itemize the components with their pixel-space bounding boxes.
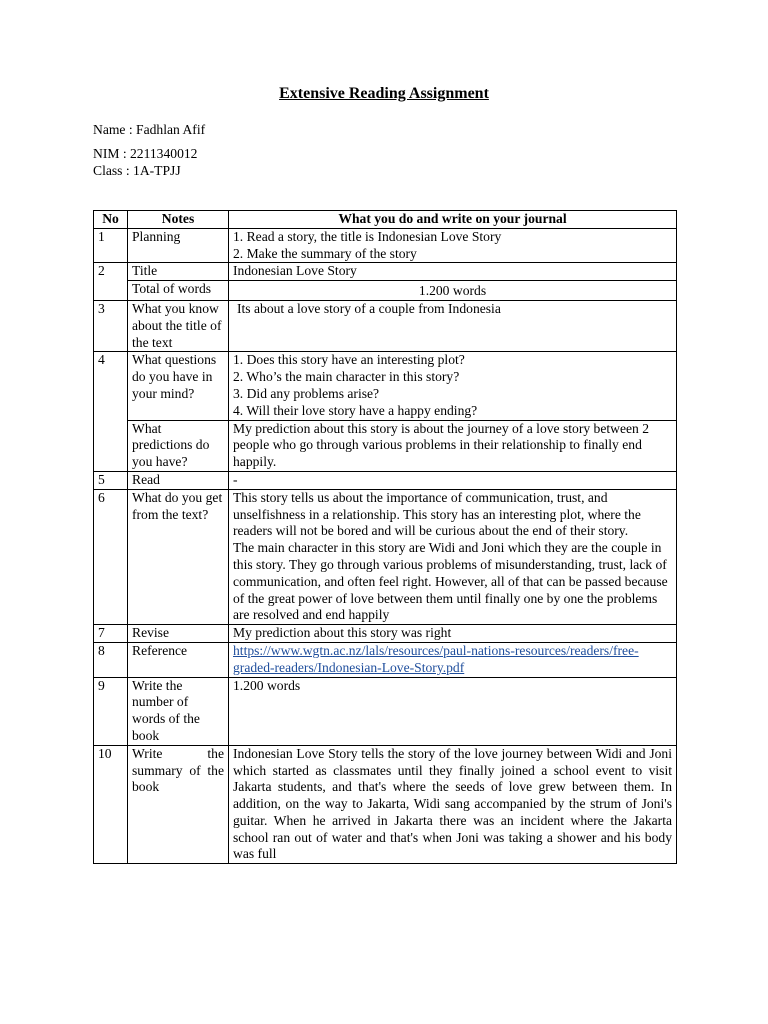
row-number: 1 [94,228,128,263]
row-note: What do you get from the text? [128,489,229,624]
table-row [94,228,677,263]
row-note: Planning [128,228,229,263]
row-number: 9 [94,677,128,745]
row-number: 3 [94,300,128,351]
header-journal: What you do and write on your journal [229,211,677,229]
row-note: Title [128,263,229,281]
content-line: 2. Who’s the main character in this story? [233,369,460,385]
document-title: Extensive Reading Assignment [279,85,489,102]
row-note: What predictions do you have? [128,420,229,471]
row-note: Write the number of words of the book [128,677,229,745]
row-note: What you know about the title of the text [128,300,229,351]
row-note: Read [128,471,229,489]
table-row [94,420,677,471]
row-number: 5 [94,471,128,489]
row-number: 10 [94,745,128,864]
row-note: Revise [128,625,229,643]
header-no: No [94,211,128,229]
row-number: 8 [94,642,128,677]
row-content [229,489,677,624]
student-nim: NIM : 2211340012 [93,146,198,161]
journal-table [93,210,677,864]
row-content: Indonesian Love Story [229,263,677,281]
row-content [229,228,677,263]
row-note: Write the summary of the book [128,745,229,864]
row-content: 1.200 words [229,677,677,745]
row-number: 4 [94,352,128,472]
row-number: 2 [94,263,128,301]
row-content: - [229,471,677,489]
table-row [94,677,677,745]
table-row [94,642,677,677]
row-content: My prediction about this story was right [229,625,677,643]
table-header-row [94,211,677,229]
table-row [94,471,677,489]
row-note: Reference [128,642,229,677]
row-number: 7 [94,625,128,643]
table-row [94,263,677,281]
table-row [94,281,677,301]
student-name: Name : Fadhlan Afif [93,122,206,137]
table-row [94,745,677,864]
row-content [229,352,677,420]
row-content: My prediction about this story is about the journey of a love story between 2 people who go through various problems in their relationship to finally end happily. [229,420,677,471]
row-note: What questions do you have in your mind? [128,352,229,420]
content-line: 1. Read a story, the title is Indonesian Love Story [233,228,502,244]
table-row [94,352,677,420]
content-line: 4. Will their love story have a happy ending? [233,402,478,418]
table-row [94,300,677,351]
row-content: 1.200 words [229,281,677,301]
row-content: Indonesian Love Story tells the story of the love journey between Widi and Joni which started as classmates until they finally joined a school event to visit Jakarta students, and that's where the seeds of love grew between them. In addition, on the way to Jakarta, Widi sang accompanied by the strum of Joni's guitar. When he arrived in Jakarta there was an incident where the Jakarta school ran out of water and that's when Joni was taking a shower and his body was full [229,745,677,864]
table-row [94,489,677,624]
content-paragraph: This story tells us about the importance of communication, trust, and unselfishness in a relationship. This story has an interesting plot, where the readers will not be bored and will be curious about the end of their story. [233,489,641,539]
student-class: Class : 1A-TPJJ [93,163,181,178]
content-line: 3. Did any problems arise? [233,385,380,401]
content-line: 2. Make the summary of the story [233,245,417,261]
content-line: 1. Does this story have an interesting plot? [233,352,465,368]
row-content [229,642,677,677]
reference-link[interactable]: https://www.wgtn.ac.nz/lals/resources/paul-nations-resources/readers/free-graded-readers/Indonesian-Love-Story.pdf [233,642,639,675]
content-paragraph: The main character in this story are Widi and Joni which they are the couple in this story. They go through various problems of misunderstanding, trust, lack of communication, and often feel right. However, all of that can be passed because of the great power of love between them until finally one by one the problems are resolved and end happily [233,540,668,623]
row-content: Its about a love story of a couple from Indonesia [229,300,677,351]
header-notes: Notes [128,211,229,229]
row-number: 6 [94,489,128,624]
row-note: Total of words [128,281,229,301]
table-row [94,625,677,643]
